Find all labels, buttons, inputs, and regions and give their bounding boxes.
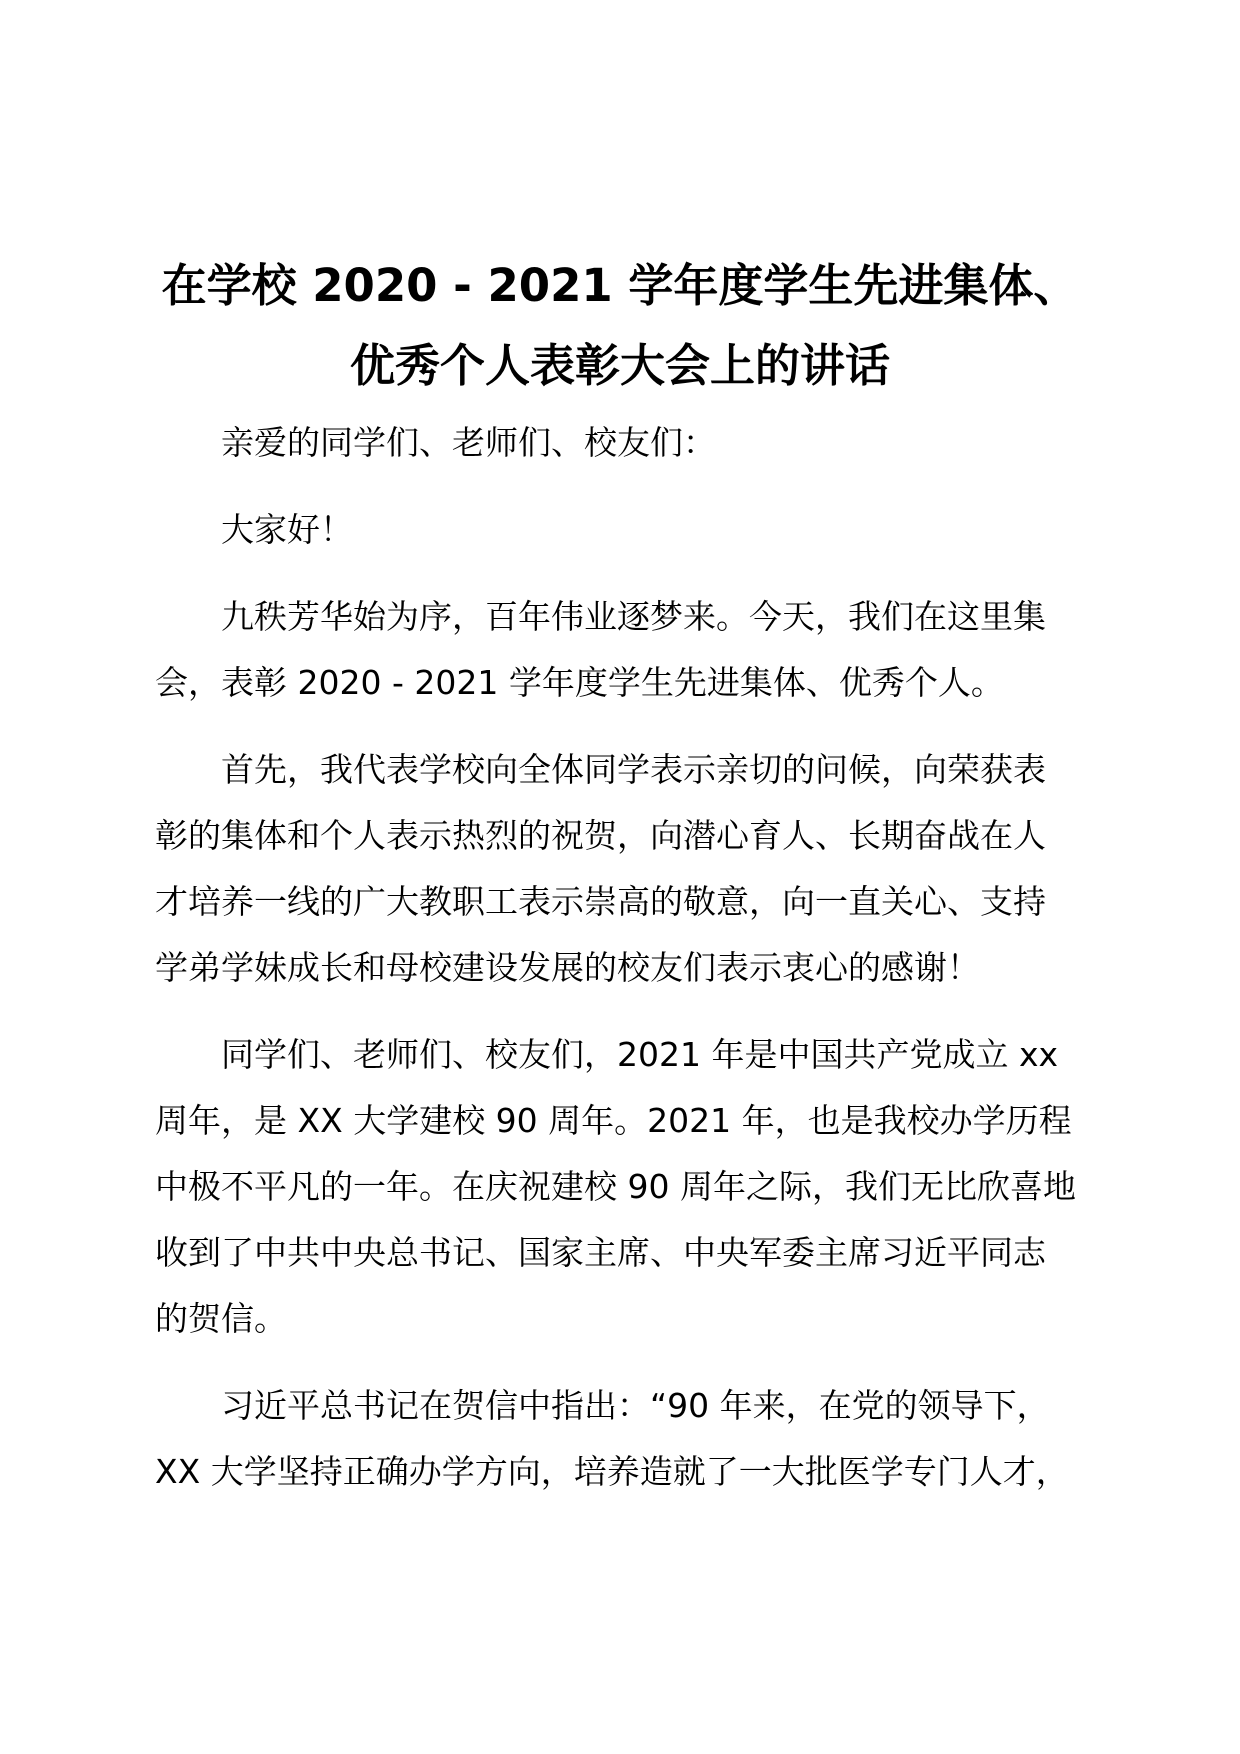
body-paragraph-2 (155, 737, 1090, 1001)
body-paragraph-3 (155, 1022, 1090, 1352)
text-line: XX 大学坚持正确办学方向，培养造就了一大批医学专门人才， (155, 1452, 1069, 1491)
text-line: 会，表彰 2020 - 2021 学年度学生先进集体、优秀个人。 (155, 663, 1004, 702)
greeting-paragraph (155, 497, 1090, 563)
text-line: 周年，是 XX 大学建校 90 周年。2021 年，也是我校办学历程 (155, 1101, 1072, 1140)
text-line: 九秩芳华始为序，百年伟业逐梦来。今天，我们在这里集 (221, 597, 1046, 636)
document-body (155, 410, 1090, 1526)
salutation-paragraph (155, 410, 1090, 476)
text-line: 的贺信。 (155, 1299, 287, 1338)
text-line: 中极不平凡的一年。在庆祝建校 90 周年之际，我们无比欣喜地 (155, 1167, 1076, 1206)
document-title (100, 246, 1140, 406)
body-paragraph-1 (155, 584, 1090, 716)
text-line: 亲爱的同学们、老师们、校友们： (221, 423, 716, 462)
text-line: 首先，我代表学校向全体同学表示亲切的问候，向荣获表 (221, 750, 1046, 789)
title-line-2: 优秀个人表彰大会上的讲话 (349, 339, 890, 392)
text-line: 学弟学妹成长和母校建设发展的校友们表示衷心的感谢！ (155, 948, 980, 987)
text-line: 同学们、老师们、校友们，2021 年是中国共产党成立 xx (221, 1035, 1059, 1074)
text-line: 习近平总书记在贺信中指出：“90 年来，在党的领导下， (221, 1386, 1050, 1425)
body-paragraph-4 (155, 1373, 1090, 1505)
title-line-1: 在学校 2020 - 2021 学年度学生先进集体、 (161, 259, 1079, 312)
text-line: 才培养一线的广大教职工表示崇高的敬意，向一直关心、支持 (155, 882, 1046, 921)
text-line: 彰的集体和个人表示热烈的祝贺，向潜心育人、长期奋战在人 (155, 816, 1046, 855)
text-line: 收到了中共中央总书记、国家主席、中央军委主席习近平同志 (155, 1233, 1046, 1272)
text-line: 大家好！ (221, 510, 353, 549)
